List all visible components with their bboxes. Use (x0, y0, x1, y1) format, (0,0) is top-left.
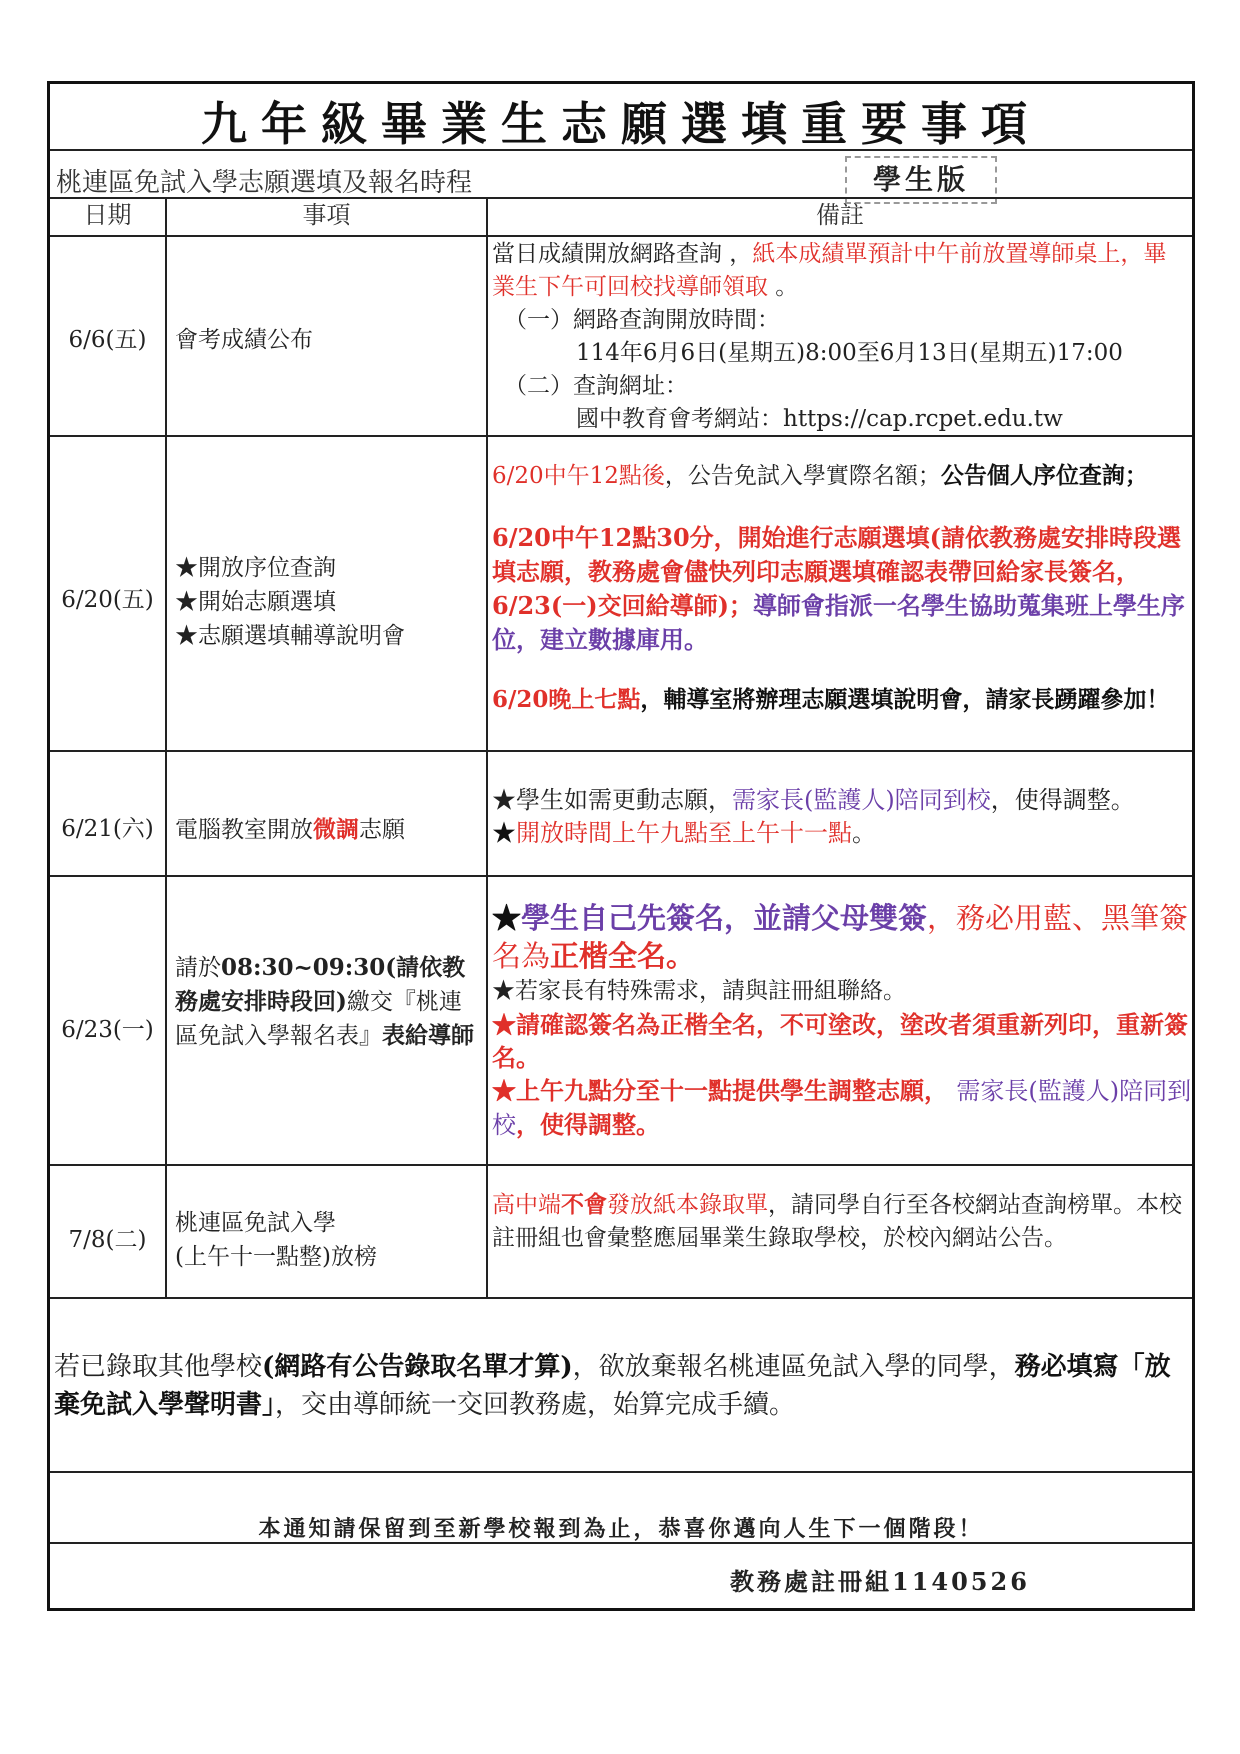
row-date: 6/6(五) (68, 327, 147, 353)
page-subtitle: 桃連區免試入學志願選填及報名時程 (56, 168, 473, 198)
row-item: 電腦教室開放微調志願 (175, 816, 405, 843)
footer-message: 本通知請保留到至新學校報到為止，恭喜你邁向人生下一個階段！ (258, 1516, 984, 1542)
header-date: 日期 (83, 201, 132, 229)
column-divider (165, 197, 167, 1297)
row-remark: 當日成績開放網路查詢 ，紙本成績單預計中午前放置導師桌上，畢業生下午可回校找導師領取 。 （一）網路查詢開放時間： 114年6月6日(星期五)8:00至6月13日(星期五)17:00 （二）查詢網址： 國中教育會考網站：https://cap.rcpet.edu.tw (492, 241, 1167, 432)
row-item: ★開放序位查詢 ★開始志願選填 ★志願選填輔導說明會 (175, 555, 405, 649)
page-title: 九年級畢業生志願選填重要事項 (201, 97, 1041, 151)
row-remark: ★學生如需更動志願，需家長(監護人)陪同到校，使得調整。 ★開放時間上午九點至上午十一點。 (492, 786, 1135, 847)
notice-frame (47, 81, 1195, 1611)
office-signature: 教務處註冊組1140526 (730, 1567, 1030, 1596)
divider (50, 235, 1192, 237)
divider (50, 1164, 1192, 1166)
column-divider (486, 197, 488, 1297)
row-item: 會考成績公布 (175, 327, 313, 353)
row-item: 請於08:30~09:30(請依教務處安排時段回)繳交『桃連區免試入學報名表』表給導師 (175, 954, 474, 1049)
row-date: 6/21(六) (61, 816, 154, 842)
withdrawal-note: 若已錄取其他學校(網路有公告錄取名單才算)，欲放棄報名桃連區免試入學的同學，務必填寫「放棄免試入學聲明書」，交由導師統一交回教務處，始算完成手續。 (54, 1352, 1171, 1420)
row-date: 7/8(二) (68, 1227, 147, 1253)
header-item: 事項 (302, 201, 351, 229)
row-remark: 6/20中午12點後，公告免試入學實際名額；公告個人序位查詢； 6/20中午12點30分，開始進行志願選填(請依教務處安排時段選填志願，教務處會儘快列印志願選填確認表帶回給家長簽名，6/23(一)交回給導師)；導師會指派一名學生協助蒐集班上學生序位，建立數據庫用。 6/20晚上七點，輔導室將辦理志願選填說明會，請家長踴躍參加！ (492, 462, 1185, 713)
divider (50, 435, 1192, 437)
divider (50, 1542, 1192, 1544)
divider (50, 750, 1192, 752)
divider (50, 149, 1192, 151)
row-remark: ★學生自己先簽名，並請父母雙簽，務必用藍、黑筆簽名為正楷全名。 ★若家長有特殊需求，請與註冊組聯絡。 ★請確認簽名為正楷全名，不可塗改，塗改者須重新列印，重新簽名。 ★上午九點分至十一點提供學生調整志願， 需家長(監護人)陪同到校，使得調整。 (492, 901, 1192, 1139)
divider (50, 1297, 1192, 1299)
row-remark: 高中端不會發放紙本錄取單，請同學自行至各校網站查詢榜單。本校註冊組也會彙整應屆畢業生錄取學校，於校內網站公告。 (492, 1191, 1182, 1251)
row-date: 6/23(一) (61, 1017, 154, 1043)
divider (50, 1471, 1192, 1473)
row-item: 桃連區免試入學 (上午十一點整)放榜 (175, 1210, 377, 1270)
divider (50, 875, 1192, 877)
edition-badge: 學生版 (845, 156, 997, 204)
header-remark: 備註 (816, 201, 864, 229)
row-date: 6/20(五) (61, 587, 154, 613)
